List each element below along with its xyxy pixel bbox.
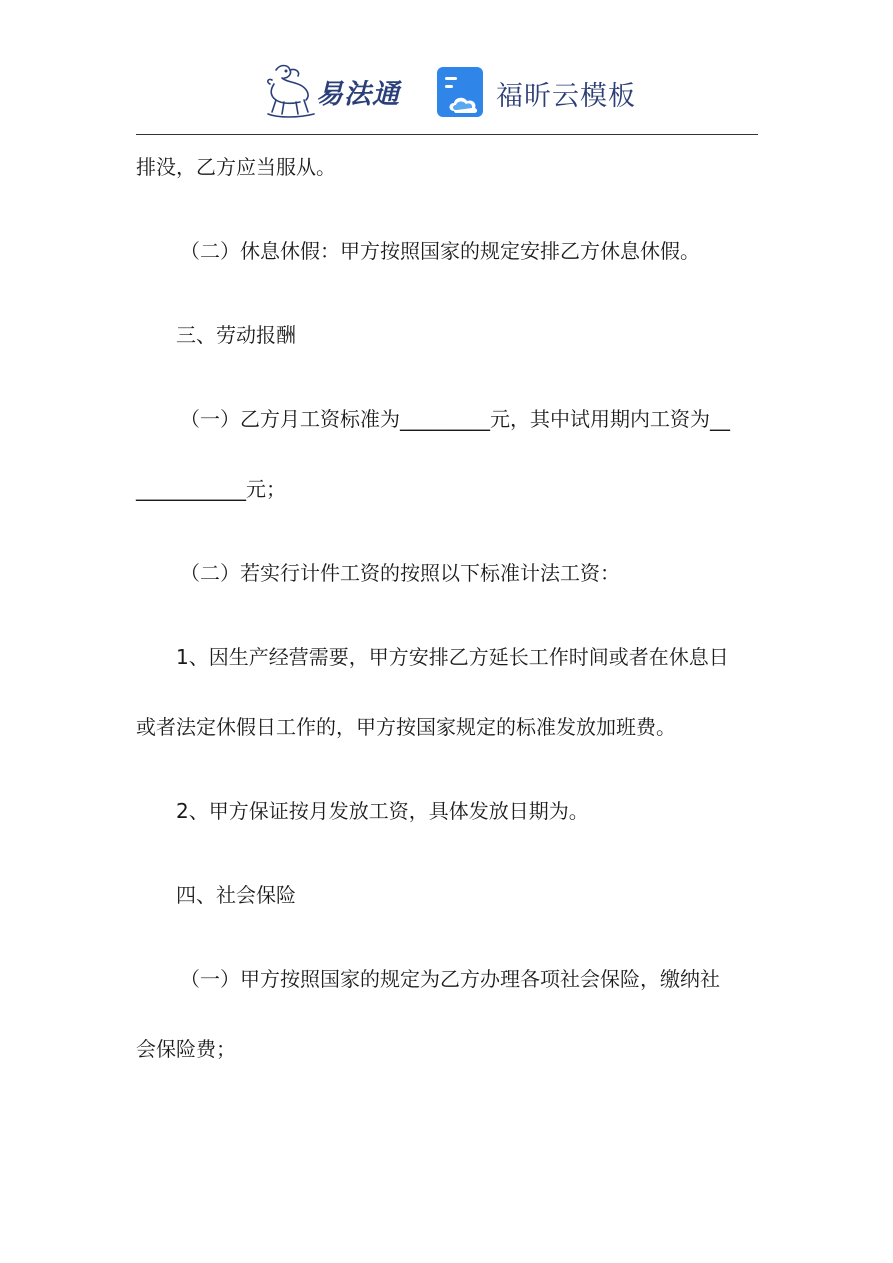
paragraph-line: ___________元； <box>136 477 286 501</box>
paragraph-line: 会保险费； <box>136 1037 236 1061</box>
page-header <box>0 0 893 130</box>
section-heading: 三、劳动报酬 <box>176 323 296 347</box>
paragraph-line: （二）休息休假：甲方按照国家的规定安排乙方休息休假。 <box>180 239 700 263</box>
foxit-cloud-template-logo <box>436 66 636 118</box>
paragraph-line: （一）乙方月工资标准为_________元，其中试用期内工资为__ <box>180 407 730 431</box>
paragraph-line: 1、因生产经营需要，甲方安排乙方延长工作时间或者在休息日 <box>176 645 729 669</box>
section-heading: 四、社会保险 <box>176 883 296 907</box>
paragraph-line: （一）甲方按照国家的规定为乙方办理各项社会保险，缴纳社 <box>180 967 720 991</box>
foxit-brand-text: 福昕云模板 <box>496 81 636 112</box>
yifatong-brand-text: 易法通 <box>316 79 400 110</box>
paragraph-line: 或者法定休假日工作的，甲方按国家规定的标准发放加班费。 <box>136 715 676 739</box>
yifatong-logo <box>262 62 412 120</box>
paragraph-line: 2、甲方保证按月发放工资，具体发放日期为。 <box>176 799 589 823</box>
header-divider <box>136 134 758 135</box>
qilin-emblem-icon <box>262 62 318 120</box>
cloud-document-icon <box>436 66 488 118</box>
paragraph-line: （二）若实行计件工资的按照以下标准计法工资： <box>180 561 620 585</box>
paragraph-line: 排没，乙方应当服从。 <box>136 155 336 179</box>
